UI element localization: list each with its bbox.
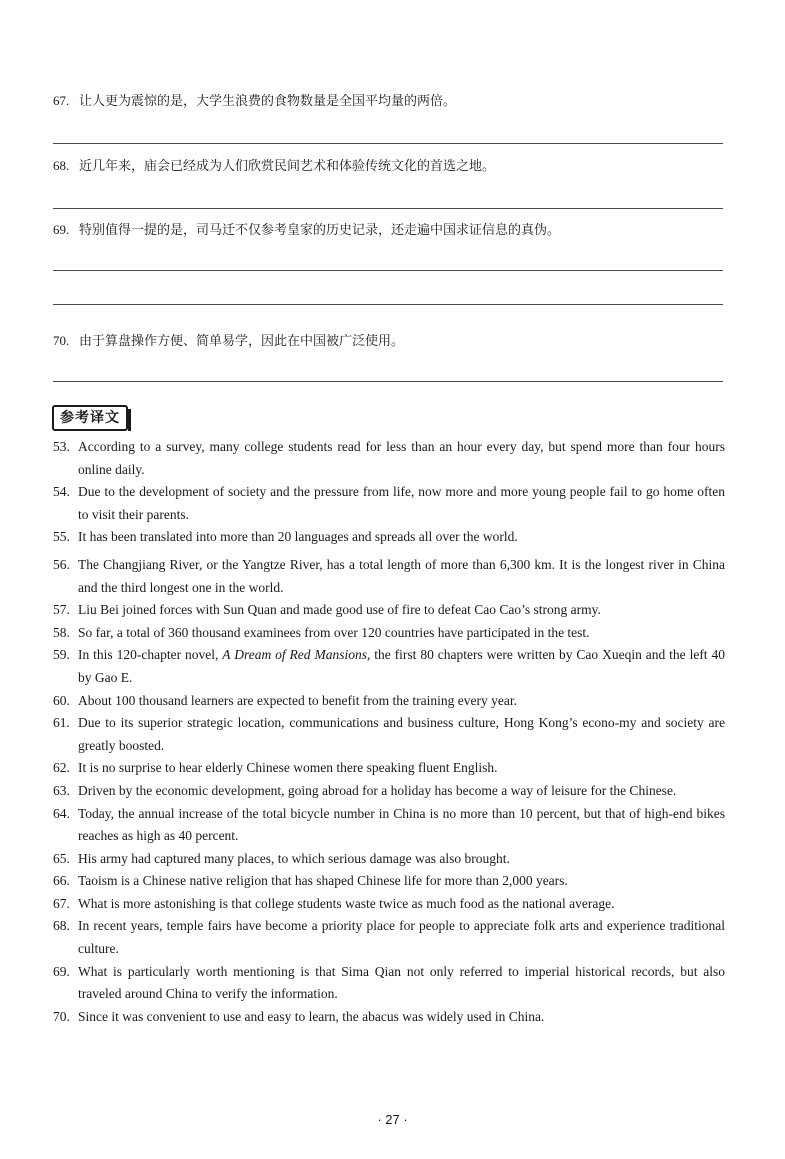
answer-text: Due to the development of society and the pressure from life, now more and more young people fail to go home often to visit their parents. [78,484,725,522]
answer-item [53,690,725,713]
answer-line [53,270,723,271]
answer-text: His army had captured many places, to which serious damage was also brought. [78,850,510,866]
answer-text: It has been translated into more than 20 languages and spreads all over the world. [78,529,518,545]
answer-text: Driven by the economic development, going abroad for a holiday has become a way of leisure for the Chinese. [78,782,677,798]
answer-number: 63. [53,782,70,798]
answer-number: 55. [53,529,70,545]
answer-item [53,870,725,893]
answer-number: 60. [53,692,70,708]
answer-number: 66. [53,873,70,889]
answer-line [53,304,723,305]
answer-number: 58. [53,624,70,640]
answer-item [53,803,725,848]
answer-number: 54. [53,484,70,500]
reference-translation-label: 参考译文 [52,405,128,431]
answer-number: 64. [53,805,70,821]
answer-item [53,554,725,599]
answer-item [53,1006,725,1029]
question-68 [53,157,495,175]
answer-number: 70. [53,1008,70,1024]
answer-line [53,143,723,144]
answer-number: 67. [53,895,70,911]
answer-text: Liu Bei joined forces with Sun Quan and made good use of fire to defeat Cao Cao’s strong army. [78,602,601,618]
answer-item [53,915,725,960]
answer-item [53,622,725,645]
answer-item [53,848,725,871]
answer-item [53,599,725,622]
answer-text: What is more astonishing is that college students waste twice as much food as the national average. [78,895,615,911]
question-69 [53,221,560,239]
question-number: 69. [53,222,70,237]
answer-number: 53. [53,439,70,454]
answer-item [53,893,725,916]
answer-number: 56. [53,556,70,572]
answer-item [53,961,725,1006]
answer-number: 65. [53,850,70,866]
answer-line [53,381,723,382]
answer-text: According to a survey, many college students read for less than an hour every day, but spend more than four hours online daily. [78,439,725,477]
answer-text-pre: In this 120-chapter novel, [78,647,223,663]
answer-number: 68. [53,918,70,934]
answer-number: 61. [53,715,70,731]
answer-text: Due to its superior strategic location, communications and business culture, Hong Kong’s econo-my and society are greatly boosted. [78,715,725,753]
question-text: 由于算盘操作方便、简单易学，因此在中国被广泛使用。 [79,333,405,348]
question-67 [53,92,456,110]
answer-text: So far, a total of 360 thousand examinees from over 120 countries have participated in the test. [78,624,590,640]
answer-text: Today, the annual increase of the total bicycle number in China is no more than 10 percent, but that of high-end bikes reaches as high as 40 percent. [78,805,725,844]
answer-text: What is particularly worth mentioning is that Sima Qian not only referred to imperial historical records, but also traveled around China to verify the information. [78,963,725,1002]
answer-item [53,757,725,780]
answer-item [53,780,725,803]
question-text: 特别值得一提的是，司马迁不仅参考皇家的历史记录，还走遍中国求证信息的真伪。 [79,222,561,237]
answer-number: 69. [53,963,70,979]
answer-item [53,644,725,689]
answer-text: It is no surprise to hear elderly Chinese women there speaking fluent English. [78,760,498,776]
question-70 [53,332,404,350]
answer-text: Taoism is a Chinese native religion that has shaped Chinese life for more than 2,000 years. [78,873,568,889]
question-number: 70. [53,333,70,348]
answer-item [53,526,725,549]
answer-text [78,644,725,689]
answer-text: Since it was convenient to use and easy to learn, the abacus was widely used in China. [78,1008,545,1024]
answer-item [53,436,725,481]
answer-text: In recent years, temple fairs have become a priority place for people to appreciate folk arts and experience traditional culture. [78,918,725,957]
reference-translations [53,436,725,1028]
answer-item [53,481,725,526]
answer-text-post: , the first 80 chapters were written by Cao Xueqin and the left 40 by Gao E. [78,647,725,685]
answer-text: About 100 thousand learners are expected to benefit from the training every year. [78,692,517,708]
page-number: · 27 · [377,1112,408,1127]
question-text: 让人更为震惊的是，大学生浪费的食物数量是全国平均量的两倍。 [79,93,457,108]
answer-item [53,712,725,757]
answer-text: The Changjiang River, or the Yangtze River, has a total length of more than 6,300 km. It is the longest river in China and the third longest one in the world. [78,556,725,595]
question-number: 68. [53,158,70,173]
answer-number: 59. [53,647,70,663]
question-number: 67. [53,93,70,108]
answer-line [53,208,723,209]
question-text: 近几年来，庙会已经成为人们欣赏民间艺术和体验传统文化的首选之地。 [79,158,496,173]
novel-title: A Dream of Red Mansions [222,647,367,663]
answer-number: 57. [53,602,70,618]
answer-number: 62. [53,760,70,776]
